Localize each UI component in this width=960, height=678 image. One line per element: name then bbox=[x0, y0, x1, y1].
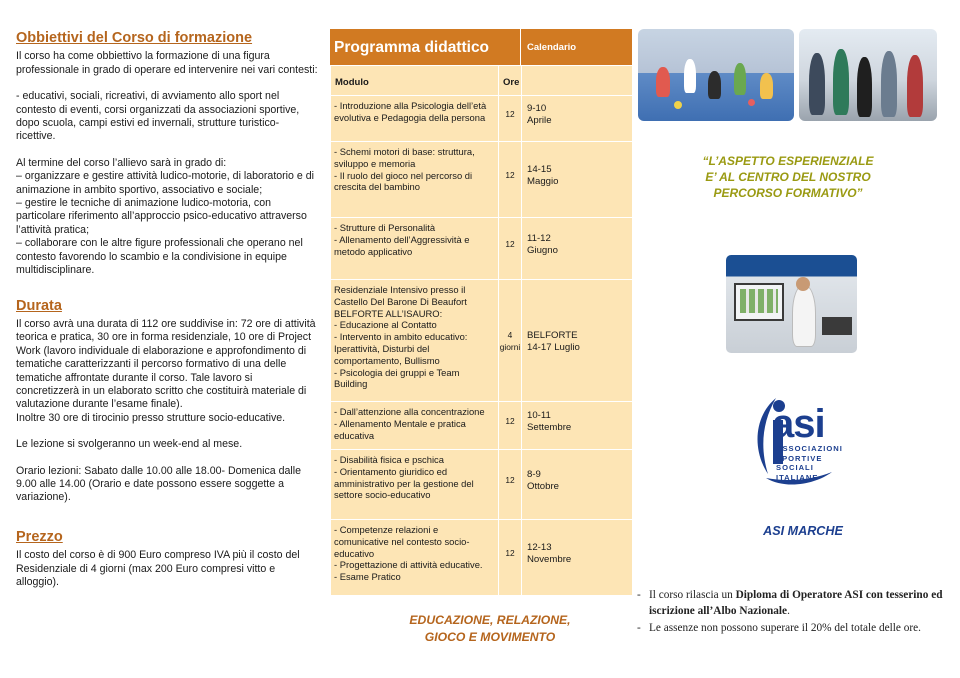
ore-cell: 12 bbox=[499, 520, 522, 596]
table-row bbox=[331, 280, 633, 402]
module-line: - Introduzione alla Psicologia dell’età evolutiva e Pedagogia della persona bbox=[334, 100, 487, 123]
photo-group-activity bbox=[799, 29, 937, 121]
col-header-modulo: Modulo bbox=[331, 66, 499, 96]
obiettivi-end-intro: Al termine del corso l’allievo sarà in grado di: bbox=[16, 156, 227, 169]
asi-logo-word: asi bbox=[772, 402, 825, 446]
module-line: - Competenze relazioni e comunicative nel contesto socio-educativo bbox=[334, 524, 470, 559]
calendar-cell bbox=[522, 142, 633, 218]
slogan-line: GIOCO E MOVIMENTO bbox=[424, 630, 556, 644]
calendar-line: 11-12 bbox=[527, 233, 551, 244]
calendar-line: Aprile bbox=[527, 114, 552, 126]
module-line: - Esame Pratico bbox=[334, 571, 401, 583]
ore-cell: 4 giorni bbox=[499, 280, 522, 402]
asi-marche-label: ASI MARCHE bbox=[763, 524, 843, 538]
ore-cell: 12 bbox=[499, 402, 522, 450]
col-header-calendario bbox=[522, 66, 633, 96]
durata-weekend: Le lezione si svolgeranno un week-end al mese. bbox=[16, 438, 243, 451]
calendar-cell bbox=[522, 402, 633, 450]
module-line: - Intervento in ambito educativo: Iperattività, Disturbi del comportamento, Bullismo bbox=[334, 331, 468, 366]
calendar-cell bbox=[522, 280, 633, 402]
obiettivi-contexts: - educativi, sociali, ricreativi, di avviamento allo sport nel contesto di eventi, corsi organizzati da associazioni sportive, dopo scuola, campi estivi ed invernali, strutture turistico-ricettive. bbox=[16, 90, 300, 143]
slogan-educazione bbox=[330, 612, 650, 646]
module-line: - Educazione al Contatto bbox=[334, 319, 437, 331]
prezzo-title: Prezzo bbox=[16, 528, 63, 545]
calendar-cell bbox=[522, 96, 633, 142]
slogan-line: “L’ASPETTO ESPERIENZIALE bbox=[702, 154, 874, 168]
calendar-line: 12-13 bbox=[527, 542, 552, 553]
logo-line: SOCIALI bbox=[776, 463, 814, 473]
slogan-line: EDUCAZIONE, RELAZIONE, bbox=[409, 613, 571, 627]
note-diploma-post: . bbox=[787, 605, 790, 617]
programma-title: Programma didattico bbox=[330, 29, 521, 65]
durata-title: Durata bbox=[16, 297, 62, 314]
calendar-line: Settembre bbox=[527, 421, 572, 433]
calendar-line: Ottobre bbox=[527, 480, 559, 492]
col-header-ore: Ore bbox=[499, 66, 522, 96]
durata-orario: Orario lezioni: Sabato dalle 10.00 alle 18.00- Domenica dalle 9.00 alle 14.00 (Orario e date possono essere soggette a variazione). bbox=[16, 464, 302, 504]
table-row bbox=[331, 96, 633, 142]
table-row bbox=[331, 402, 633, 450]
slogan-line: E’ AL CENTRO DEL NOSTRO bbox=[705, 170, 871, 184]
module-cell bbox=[331, 520, 499, 596]
module-line: - Allenamento dell’Aggressività e metodo applicativo bbox=[334, 233, 470, 257]
module-line: - Progettazione di attività educative. bbox=[334, 559, 483, 571]
programma-didattico bbox=[330, 29, 632, 596]
skill-item: – collaborare con le altre figure professionali che operano nel contesto favorendo lo scambio e la condivisione in equipe multidisciplinare. bbox=[16, 237, 303, 277]
ore-cell: 12 bbox=[499, 450, 522, 520]
module-line: - Strutture di Personalità bbox=[334, 222, 436, 233]
module-line: - Orientamento giuridico ed amministrativo per la gestione del settore socio-educativo bbox=[334, 465, 474, 501]
module-cell bbox=[331, 280, 499, 402]
calendar-cell bbox=[522, 520, 633, 596]
module-line: - Disabilità fisica e pschica bbox=[334, 454, 444, 465]
calendar-cell bbox=[522, 218, 633, 280]
calendar-line: 8-9 bbox=[527, 469, 541, 480]
module-cell bbox=[331, 450, 499, 520]
module-line: - Dall’attenzione alla concentrazione bbox=[334, 406, 485, 417]
calendar-line: 9-10 bbox=[527, 103, 547, 114]
module-line: Residenziale Intensivo presso il Castello Del Barone Di Beaufort BELFORTE ALL’ISAURO: bbox=[334, 284, 467, 319]
logo-line: SPORTIVE bbox=[776, 453, 823, 463]
module-cell bbox=[331, 142, 499, 218]
obiettivi-title: Obbiettivi del Corso di formazione bbox=[16, 30, 253, 46]
module-cell bbox=[331, 218, 499, 280]
module-cell bbox=[331, 96, 499, 142]
modules-table bbox=[330, 65, 633, 596]
skill-item: – organizzare e gestire attività ludico-motorie, di laboratorio e di animazione in ambito sportivo, associativo e sociale; bbox=[16, 170, 314, 196]
note-assenze: - Le assenze non possono superare il 20% del totale delle ore. bbox=[636, 620, 950, 636]
calendar-line: 10-11 bbox=[527, 410, 551, 421]
calendar-line: BELFORTE bbox=[527, 330, 578, 341]
slogan-line: PERCORSO FORMATIVO” bbox=[713, 186, 863, 200]
module-line: - Allenamento Mentale e pratica educativa bbox=[334, 417, 466, 441]
calendario-label: Calendario bbox=[527, 42, 577, 53]
calendar-line: Maggio bbox=[527, 175, 559, 187]
table-row bbox=[331, 450, 633, 520]
calendar-cell bbox=[522, 450, 633, 520]
calendar-line: 14-15 bbox=[527, 164, 552, 175]
table-row bbox=[331, 520, 633, 596]
logo-line: ASSOCIAZIONI bbox=[776, 444, 843, 453]
calendar-line: Giugno bbox=[527, 244, 558, 256]
skill-item: – gestire le tecniche di animazione ludico-motoria, con particolare riferimento all’approccio psico-educativo attraverso l’attività pratica; bbox=[16, 197, 307, 236]
ore-cell: 12 bbox=[499, 96, 522, 142]
obiettivi-intro: Il corso ha come obbiettivo la formazione di una figura professionale in grado di operare ed intervenire nei vari contesti: bbox=[16, 50, 318, 76]
durata-tirocinio: Inoltre 30 ore di tirocinio presso strutture socio-educative. bbox=[16, 411, 286, 424]
left-column bbox=[16, 32, 318, 602]
note-diploma bbox=[636, 587, 950, 619]
note-diploma-bold: Diploma di Operatore ASI con tesserino ed iscrizione all’Albo Nazionale bbox=[649, 589, 943, 617]
module-line: - Schemi motori di base: struttura, sviluppo e memoria bbox=[334, 146, 475, 169]
calendar-line: Novembre bbox=[527, 553, 572, 565]
durata-paragraph: Il corso avrà una durata di 112 ore suddivise in: 72 ore di attività teorica e pratica, 30 ore in forma residenziale, 10 ore di Project Work (lavoro individuale di elaborazione e approfondimento di tematiche caratterizzanti il percorso formativo di una delle tematiche affrontate durante il corso. Tale lavoro si concretizzerà in un elaborato scritto che costituirà materiale di valutazione durante l’esame finale). bbox=[16, 317, 316, 411]
table-row bbox=[331, 218, 633, 280]
photo-classroom-presentation bbox=[726, 255, 857, 353]
calendar-line: 14-17 Luglio bbox=[527, 341, 580, 353]
photo-gym-kids bbox=[638, 29, 794, 121]
logo-line: ITALIANE bbox=[776, 472, 819, 482]
asi-logo-text bbox=[776, 444, 846, 482]
ore-cell: 12 bbox=[499, 142, 522, 218]
notes-list bbox=[636, 587, 950, 637]
programma-header bbox=[330, 29, 632, 65]
module-line: - Il ruolo del gioco nel percorso di crescita del bambino bbox=[334, 169, 473, 193]
ore-cell: 12 bbox=[499, 218, 522, 280]
prezzo-paragraph: Il costo del corso è di 900 Euro compreso IVA più il costo del Residenziale di 4 giorni (max 200 Euro compresi vitto e alloggio). bbox=[16, 549, 300, 588]
table-header-row bbox=[331, 66, 633, 96]
slogan-esperienziale bbox=[684, 153, 892, 201]
module-cell bbox=[331, 402, 499, 450]
note-diploma-pre: Il corso rilascia un bbox=[649, 589, 736, 601]
module-line: - Psicologia dei gruppi e Team Building bbox=[334, 366, 460, 390]
table-row bbox=[331, 142, 633, 218]
